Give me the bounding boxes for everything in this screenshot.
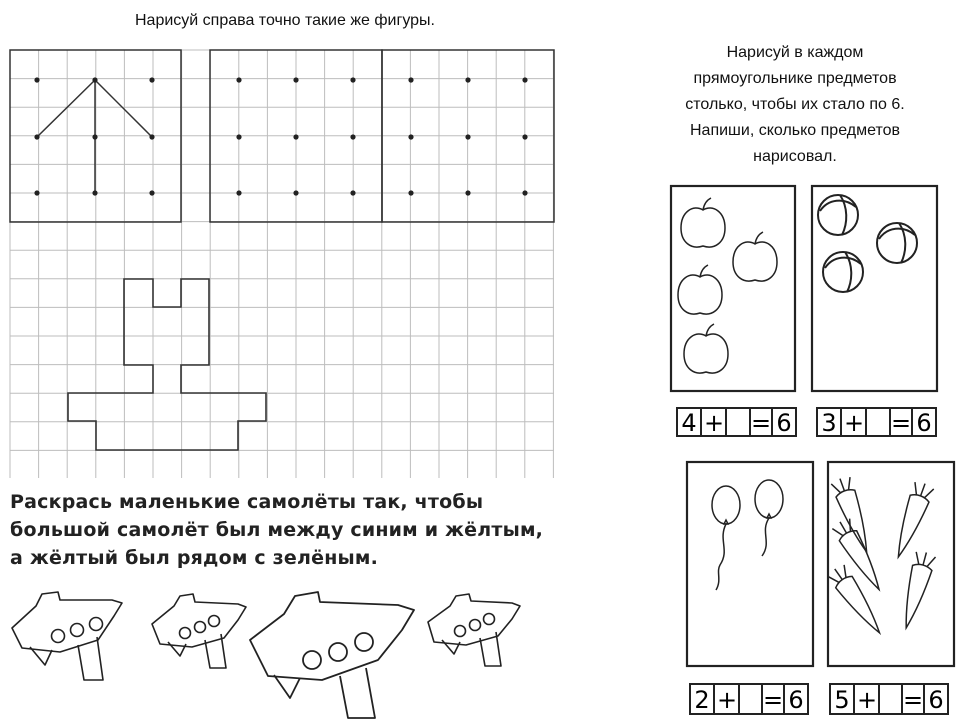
equation-4-total: 6 [928, 686, 944, 714]
planes-instruction-line-2: большой самолёт был между синим и жёлтым, [10, 519, 544, 541]
grid-dot [522, 190, 527, 195]
peach-icon [818, 195, 858, 235]
equation-1-answer-cell[interactable] [727, 409, 749, 435]
carrot-icon [889, 480, 934, 560]
grid-task-instruction: Нарисуй справа точно такие же фигуры. [135, 12, 435, 29]
grid-dot [293, 77, 298, 82]
count-instruction-line-2: прямоугольнике предметов [693, 70, 897, 87]
equation-2-equals: = [890, 409, 912, 437]
grid-dot [92, 190, 97, 195]
equation-2-answer-cell[interactable] [867, 409, 889, 435]
balloon-icon [755, 480, 783, 556]
balloons [712, 480, 783, 590]
peaches [818, 195, 917, 292]
equation-3-answer-cell[interactable] [740, 685, 761, 713]
grid-dot [408, 77, 413, 82]
planes-instruction-line-3: а жёлтый был рядом с зелёным. [10, 547, 379, 569]
apple-icon [733, 232, 777, 281]
equation-4-addend: 5 [834, 686, 850, 714]
grid-dot [522, 77, 527, 82]
equation-4-plus: + [856, 686, 878, 714]
grid-dot [149, 134, 154, 139]
plane-small-3[interactable] [428, 594, 520, 666]
grid-dot [34, 190, 39, 195]
count-instruction-line-1: Нарисуй в каждом [726, 44, 864, 61]
planes-instruction-line-1: Раскрась маленькие самолёты так, чтобы [10, 491, 484, 513]
grid-dot [34, 77, 39, 82]
carrots-box[interactable] [828, 462, 954, 666]
count-instruction-line-3: столько, чтобы их стало по 6. [685, 96, 905, 113]
equation-3-total: 6 [788, 686, 804, 714]
grid-dot [350, 134, 355, 139]
grid-dot [236, 190, 241, 195]
carrot-icon [831, 517, 887, 595]
grid-dots [34, 77, 527, 195]
equation-2-total: 6 [916, 409, 932, 437]
plane-large[interactable] [250, 592, 414, 718]
grid-dot [34, 134, 39, 139]
carrot-icon [827, 563, 888, 638]
plane-small-1[interactable] [12, 592, 122, 680]
apple-icon [681, 198, 725, 247]
grid-dot [350, 190, 355, 195]
equation-2-addend: 3 [821, 409, 837, 437]
carrots [827, 475, 936, 638]
apples [678, 198, 777, 373]
equation-4-equals: = [902, 686, 924, 714]
equation-2-plus: + [843, 409, 865, 437]
equation-2 [817, 408, 936, 437]
equation-1-addend: 4 [681, 409, 697, 437]
equation-3-addend: 2 [694, 686, 710, 714]
grid-dot [149, 190, 154, 195]
equation-3 [690, 684, 808, 714]
balloon-icon [712, 486, 740, 590]
plane-small-2[interactable] [152, 594, 246, 668]
grid-dot [92, 134, 97, 139]
count-instruction-line-4: Напиши, сколько предметов [690, 122, 900, 139]
planes-task-instruction [10, 488, 550, 572]
grid-dot [92, 77, 97, 82]
equation-4 [830, 684, 948, 714]
carrot-icon [831, 475, 876, 555]
equation-3-equals: = [762, 686, 784, 714]
balloons-box[interactable] [687, 462, 813, 666]
equation-1 [677, 408, 796, 437]
peach-icon [877, 223, 917, 263]
grid-dot [236, 134, 241, 139]
grid-dot [408, 134, 413, 139]
equation-4-answer-cell[interactable] [880, 685, 901, 713]
grid-dot [408, 190, 413, 195]
grid-dot [350, 77, 355, 82]
equation-1-total: 6 [776, 409, 792, 437]
apples-box[interactable] [671, 186, 795, 391]
peach-icon [823, 252, 863, 292]
square-grid [10, 50, 554, 478]
equation-1-equals: = [750, 409, 772, 437]
apple-icon [684, 324, 728, 373]
grid-dot [293, 134, 298, 139]
grid-dot [236, 77, 241, 82]
equation-1-plus: + [703, 409, 725, 437]
grid-dot [522, 134, 527, 139]
grid-dot [465, 134, 470, 139]
grid-dot [293, 190, 298, 195]
equation-3-plus: + [716, 686, 738, 714]
grid-dot [465, 190, 470, 195]
grid-dot [149, 77, 154, 82]
carrot-icon [897, 550, 937, 631]
count-instruction-line-5: нарисовал. [753, 148, 837, 165]
apple-icon [678, 265, 722, 314]
grid-dot [465, 77, 470, 82]
